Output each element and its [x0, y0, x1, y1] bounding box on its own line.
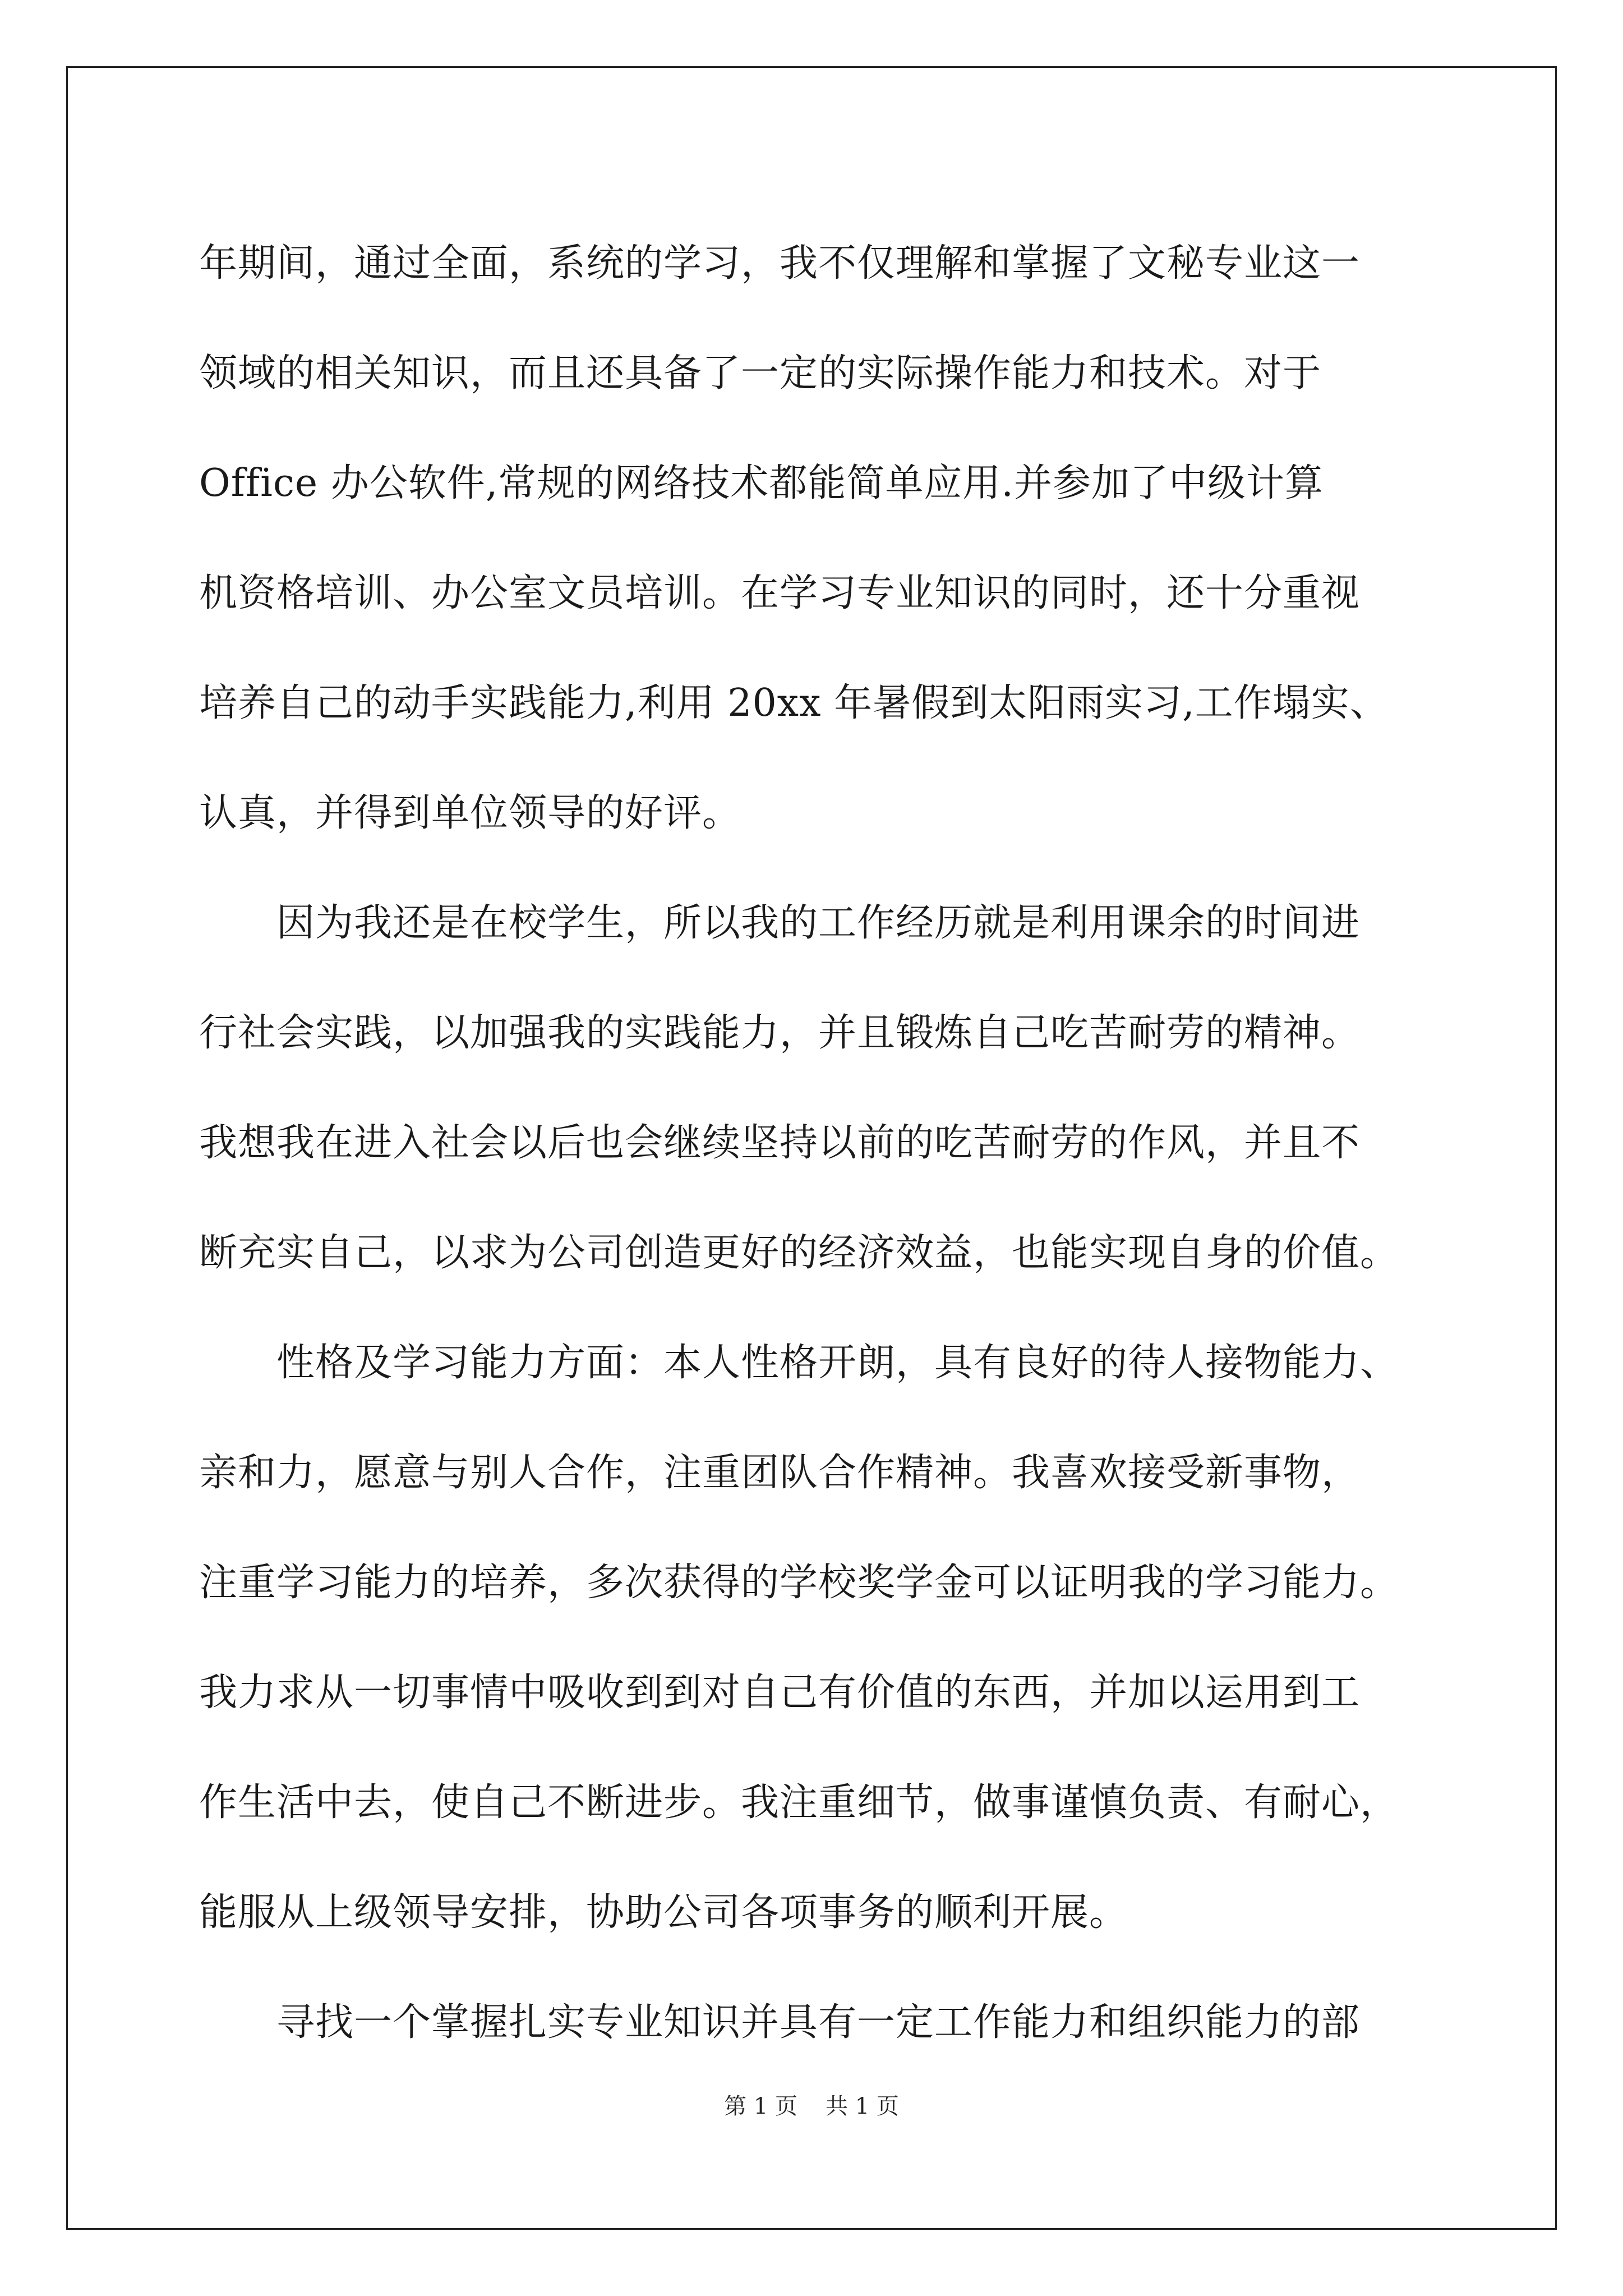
document-body — [199, 209, 1433, 2078]
text-line: 培养自己的动手实践能力,利用 20xx 年暑假到太阳雨实习,工作塌实、 — [199, 681, 1389, 725]
text-line: 作生活中去，使自己不断进步。我注重细节，做事谨慎负责、有耐心， — [199, 1780, 1399, 1825]
page-footer — [0, 2090, 1623, 2123]
text-line: 我想我在进入社会以后也会继续坚持以前的吃苦耐劳的作风，并且不 — [199, 1121, 1361, 1165]
text-line: 注重学习能力的培养，多次获得的学校奖学金可以证明我的学习能力。 — [199, 1561, 1399, 1605]
text-line: 行社会实践，以加强我的实践能力，并且锻炼自己吃苦耐劳的精神。 — [199, 1011, 1361, 1055]
text-line: 认真，并得到单位领导的好评。 — [199, 791, 741, 835]
text-line: 年期间，通过全面，系统的学习，我不仅理解和掌握了文秘专业这一 — [199, 241, 1361, 286]
text-line: 因为我还是在校学生，所以我的工作经历就是利用课余的时间进 — [199, 901, 1361, 945]
text-line: 断充实自己，以求为公司创造更好的经济效益，也能实现自身的价值。 — [199, 1231, 1399, 1275]
text-line: 能服从上级领导安排，协助公司各项事务的顺利开展。 — [199, 1890, 1128, 1935]
text-line: 寻找一个掌握扎实专业知识并具有一定工作能力和组织能力的部 — [199, 2000, 1361, 2045]
text-line: 亲和力，愿意与别人合作，注重团队合作精神。我喜欢接受新事物， — [199, 1451, 1361, 1495]
text-line: 性格及学习能力方面：本人性格开朗，具有良好的待人接物能力、 — [199, 1341, 1399, 1385]
text-line: Office 办公软件,常规的网络技术都能简单应用.并参加了中级计算 — [199, 461, 1324, 505]
text-line: 机资格培训、办公室文员培训。在学习专业知识的同时，还十分重视 — [199, 571, 1361, 615]
page-total: 共 1 页 — [826, 2093, 899, 2119]
text-line: 领域的相关知识，而且还具备了一定的实际操作能力和技术。对于 — [199, 351, 1322, 395]
text-line: 我力求从一切事情中吸收到到对自己有价值的东西，并加以运用到工 — [199, 1671, 1361, 1715]
page-number: 第 1 页 — [724, 2093, 797, 2119]
